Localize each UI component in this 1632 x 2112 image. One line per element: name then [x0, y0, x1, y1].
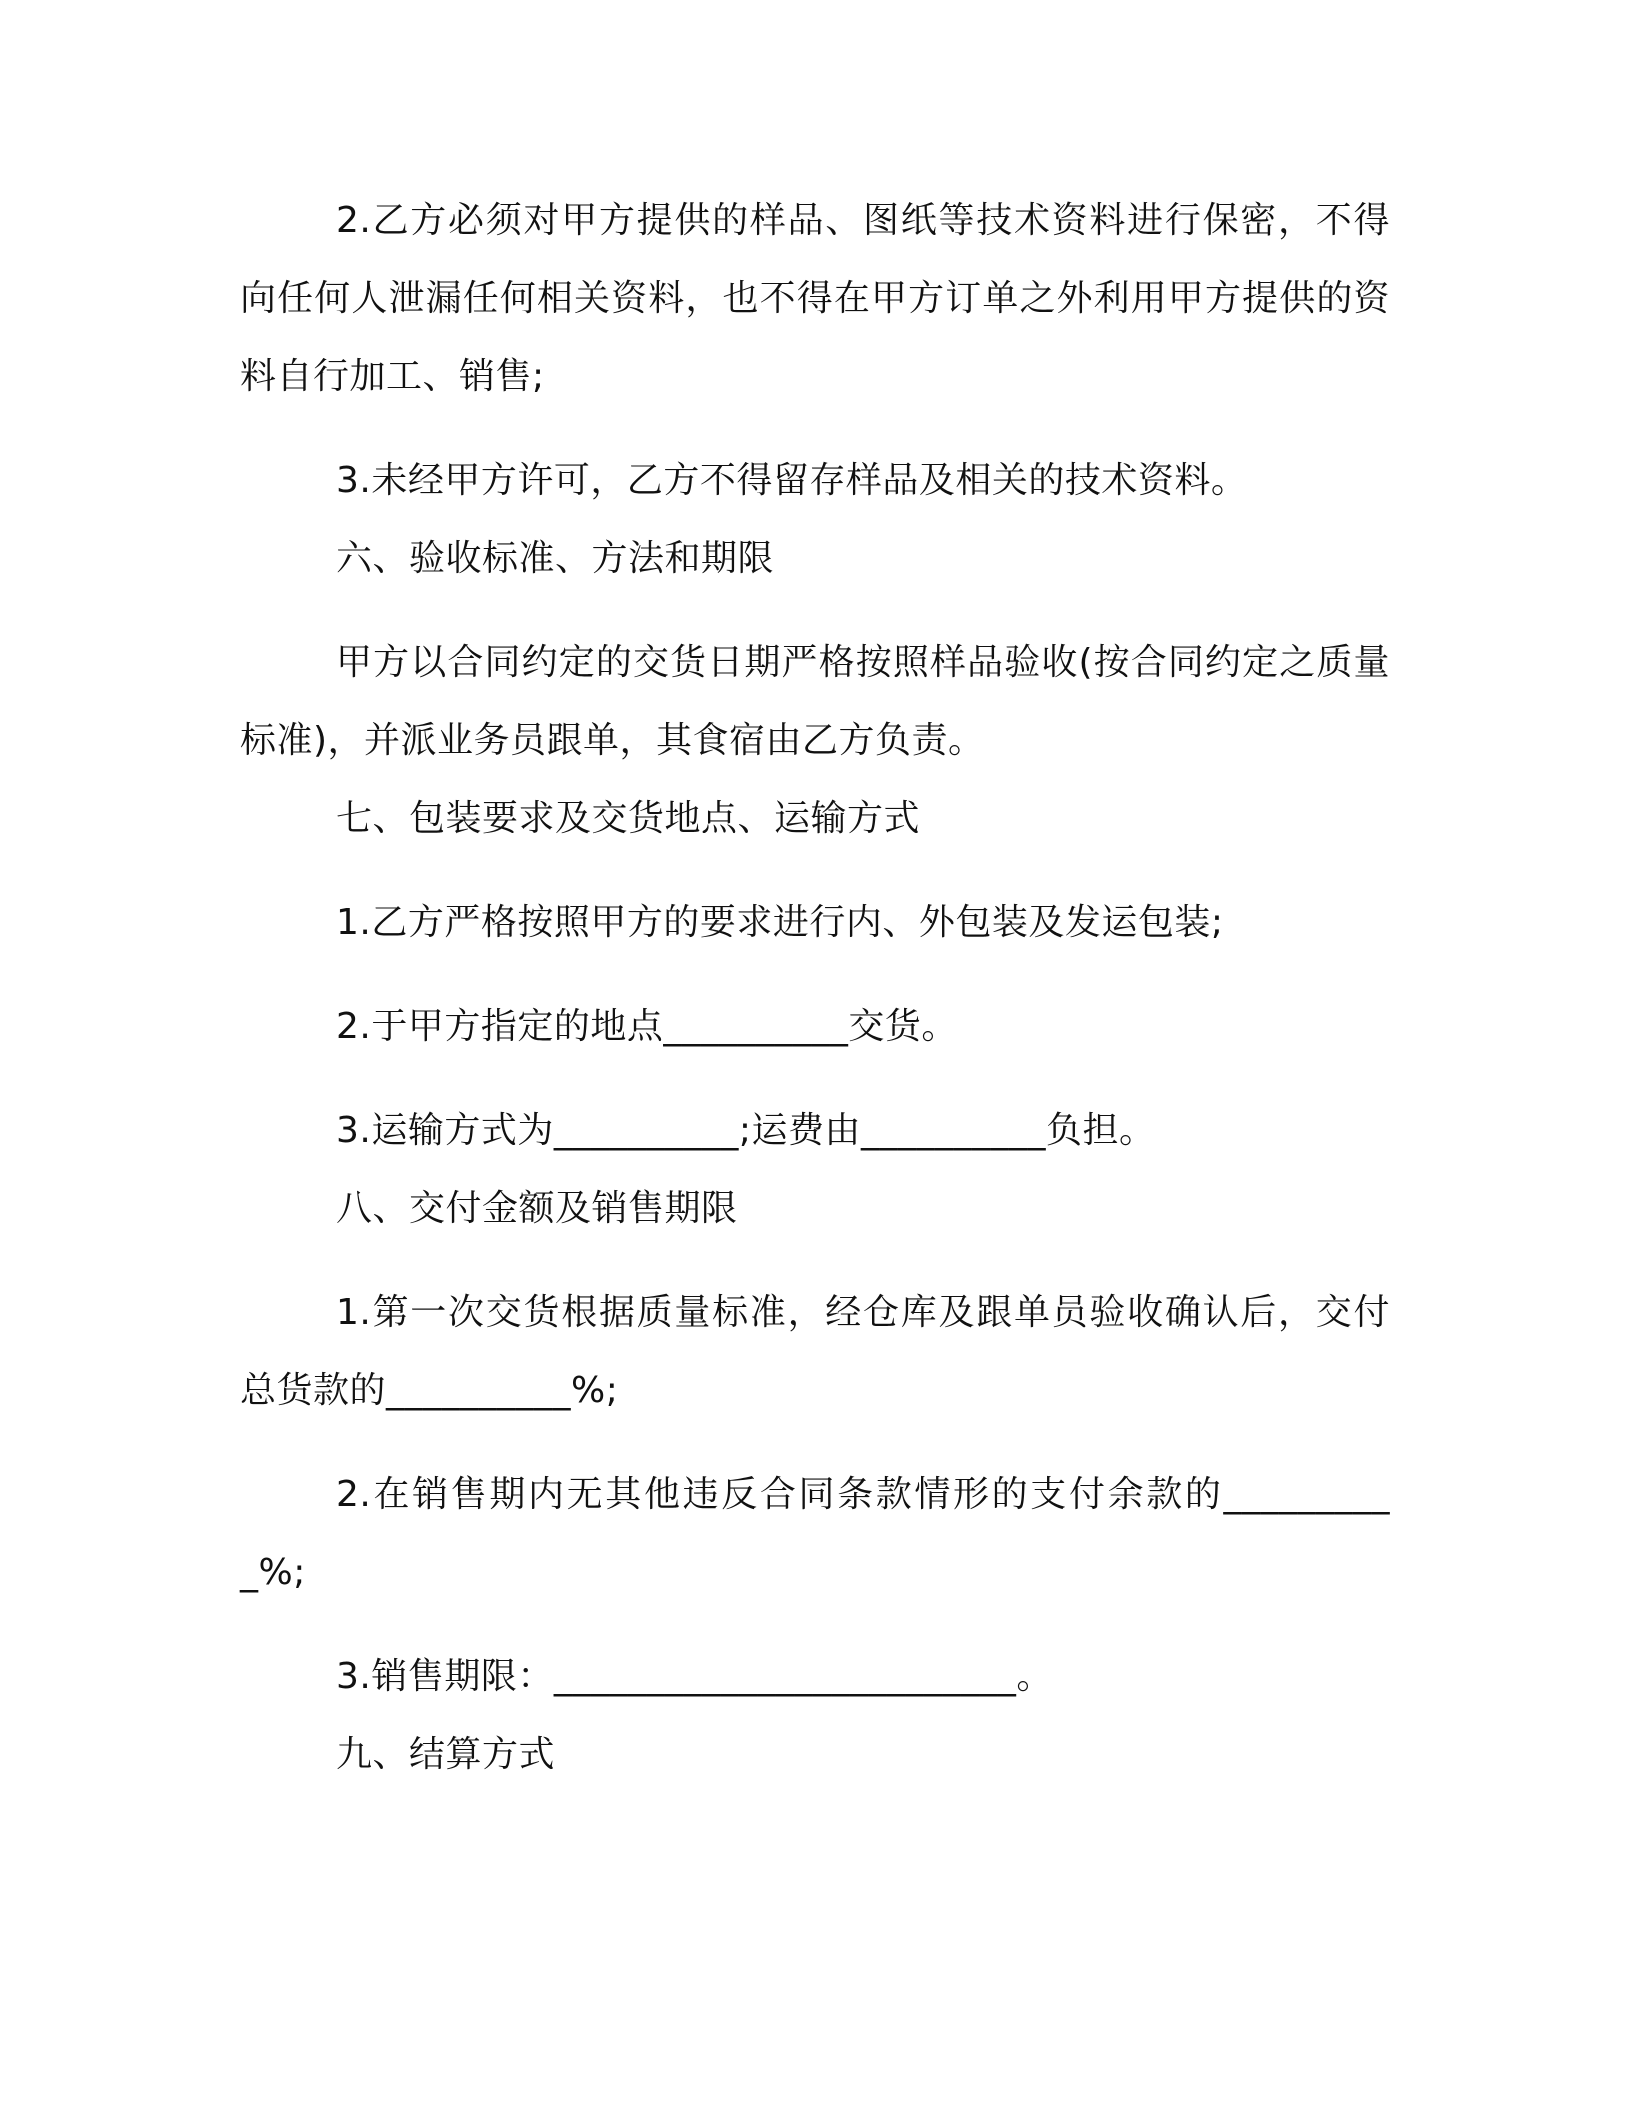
section-heading-payment: 八、交付金额及销售期限	[336, 1188, 738, 1229]
section-heading-settlement: 九、结算方式	[336, 1734, 556, 1775]
clause-sales-period: 3.销售期限：_________________________。	[336, 1656, 1053, 1697]
clause-transport: 3.运输方式为__________;运费由__________负担。	[336, 1110, 1156, 1151]
clause-balance-payment: 2.在销售期内无其他违反合同条款情形的支付余款的__________%;	[240, 1474, 1390, 1593]
section-heading-packaging: 七、包装要求及交货地点、运输方式	[336, 798, 921, 839]
clause-acceptance: 甲方以合同约定的交货日期严格按照样品验收(按合同约定之质量标准)，并派业务员跟单，其食宿由乙方负责。	[240, 642, 1390, 761]
clause-packaging: 1.乙方严格按照甲方的要求进行内、外包装及发运包装;	[336, 902, 1224, 943]
clause-no-retain-samples: 3.未经甲方许可，乙方不得留存样品及相关的技术资料。	[336, 460, 1248, 501]
document-body	[240, 182, 1390, 1794]
clause-first-payment: 1.第一次交货根据质量标准，经仓库及跟单员验收确认后，交付总货款的__________%;	[240, 1292, 1390, 1411]
section-heading-acceptance: 六、验收标准、方法和期限	[336, 538, 775, 579]
clause-delivery-location: 2.于甲方指定的地点__________交货。	[336, 1006, 958, 1047]
clause-confidentiality: 2.乙方必须对甲方提供的样品、图纸等技术资料进行保密，不得向任何人泄漏任何相关资料，也不得在甲方订单之外利用甲方提供的资料自行加工、销售;	[240, 200, 1390, 397]
